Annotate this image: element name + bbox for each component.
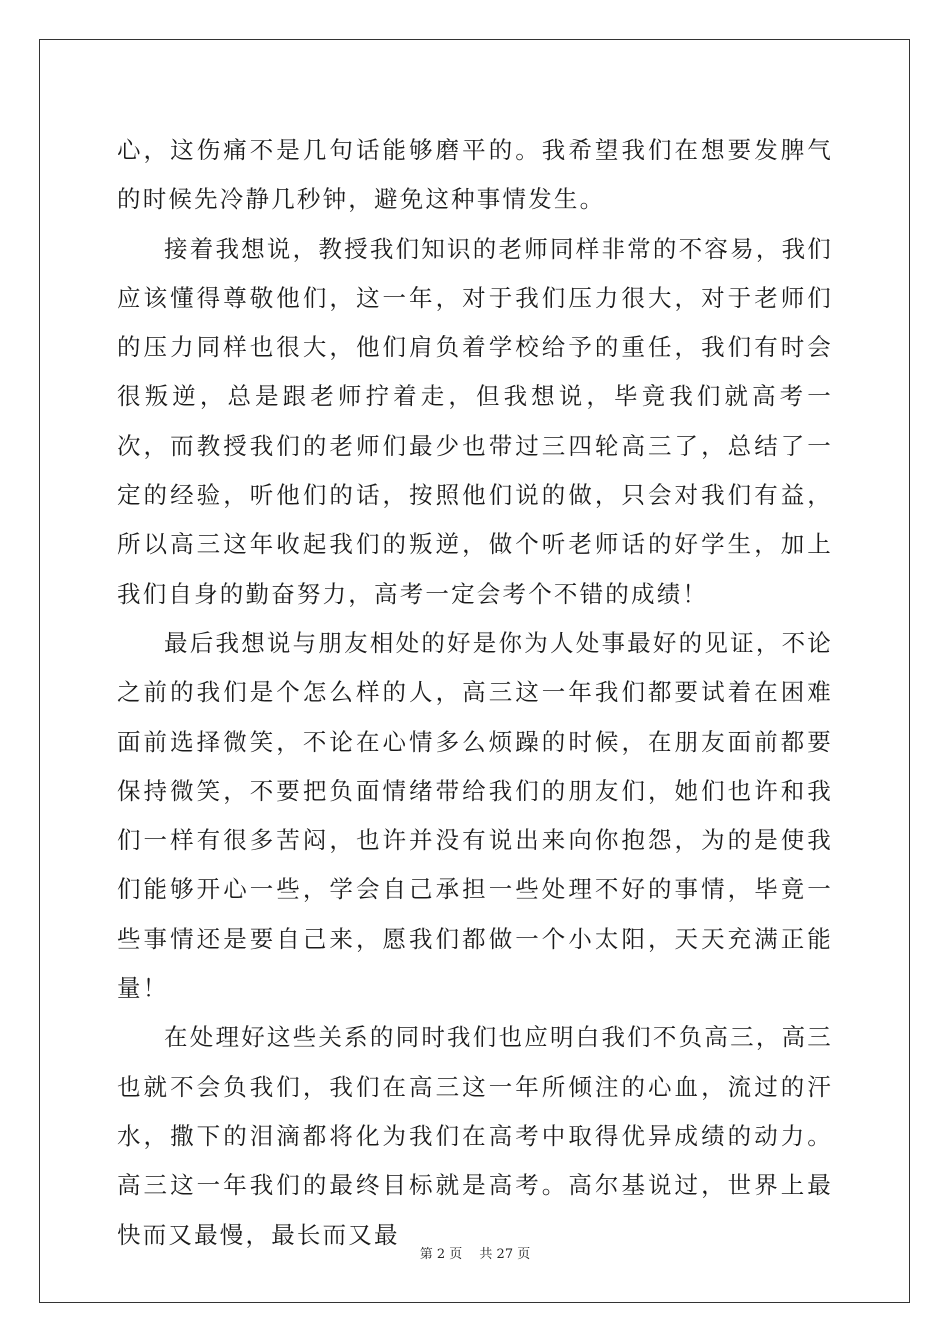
paragraph-1: 心，这伤痛不是几句话能够磨平的。我希望我们在想要发脾气的时候先冷静几秒钟，避免这种事情发生。 — [117, 136, 833, 214]
paragraph-4: 在处理好这些关系的同时我们也应明白我们不负高三，高三也就不会负我们，我们在高三这一年所倾注的心血，流过的汗水，撒下的泪滴都将化为我们在高考中取得优异成绩的动力。高三这一年我们的最终目标就是高考。高尔基说过，世界上最快而又最慢，最长而又最 — [117, 1023, 833, 1249]
document-body — [117, 126, 833, 1260]
page-number-footer: 第 2 页 共 27 页 — [419, 1247, 531, 1262]
paragraph-3: 最后我想说与朋友相处的好是你为人处事最好的见证，不论之前的我们是个怎么样的人，高三这一年我们都要试着在困难面前选择微笑，不论在心情多么烦躁的时候，在朋友面前都要保持微笑，不要把负面情绪带给我们的朋友们，她们也许和我们一样有很多苦闷，也许并没有说出来向你抱怨，为的是使我们能够开心一些，学会自己承担一些处理不好的事情，毕竟一些事情还是要自己来，愿我们都做一个小太阳，天天充满正能量！ — [117, 628, 833, 1003]
paragraph-2: 接着我想说，教授我们知识的老师同样非常的不容易，我们应该懂得尊敬他们，这一年，对于我们压力很大，对于老师们的压力同样也很大，他们肩负着学校给予的重任，我们有时会很叛逆，总是跟老师拧着走，但我想说，毕竟我们就高考一次，而教授我们的老师们最少也带过三四轮高三了，总结了一定的经验，听他们的话，按照他们说的做，只会对我们有益，所以高三这年收起我们的叛逆，做个听老师话的好学生，加上我们自身的勤奋努力，高考一定会考个不错的成绩！ — [117, 234, 833, 608]
